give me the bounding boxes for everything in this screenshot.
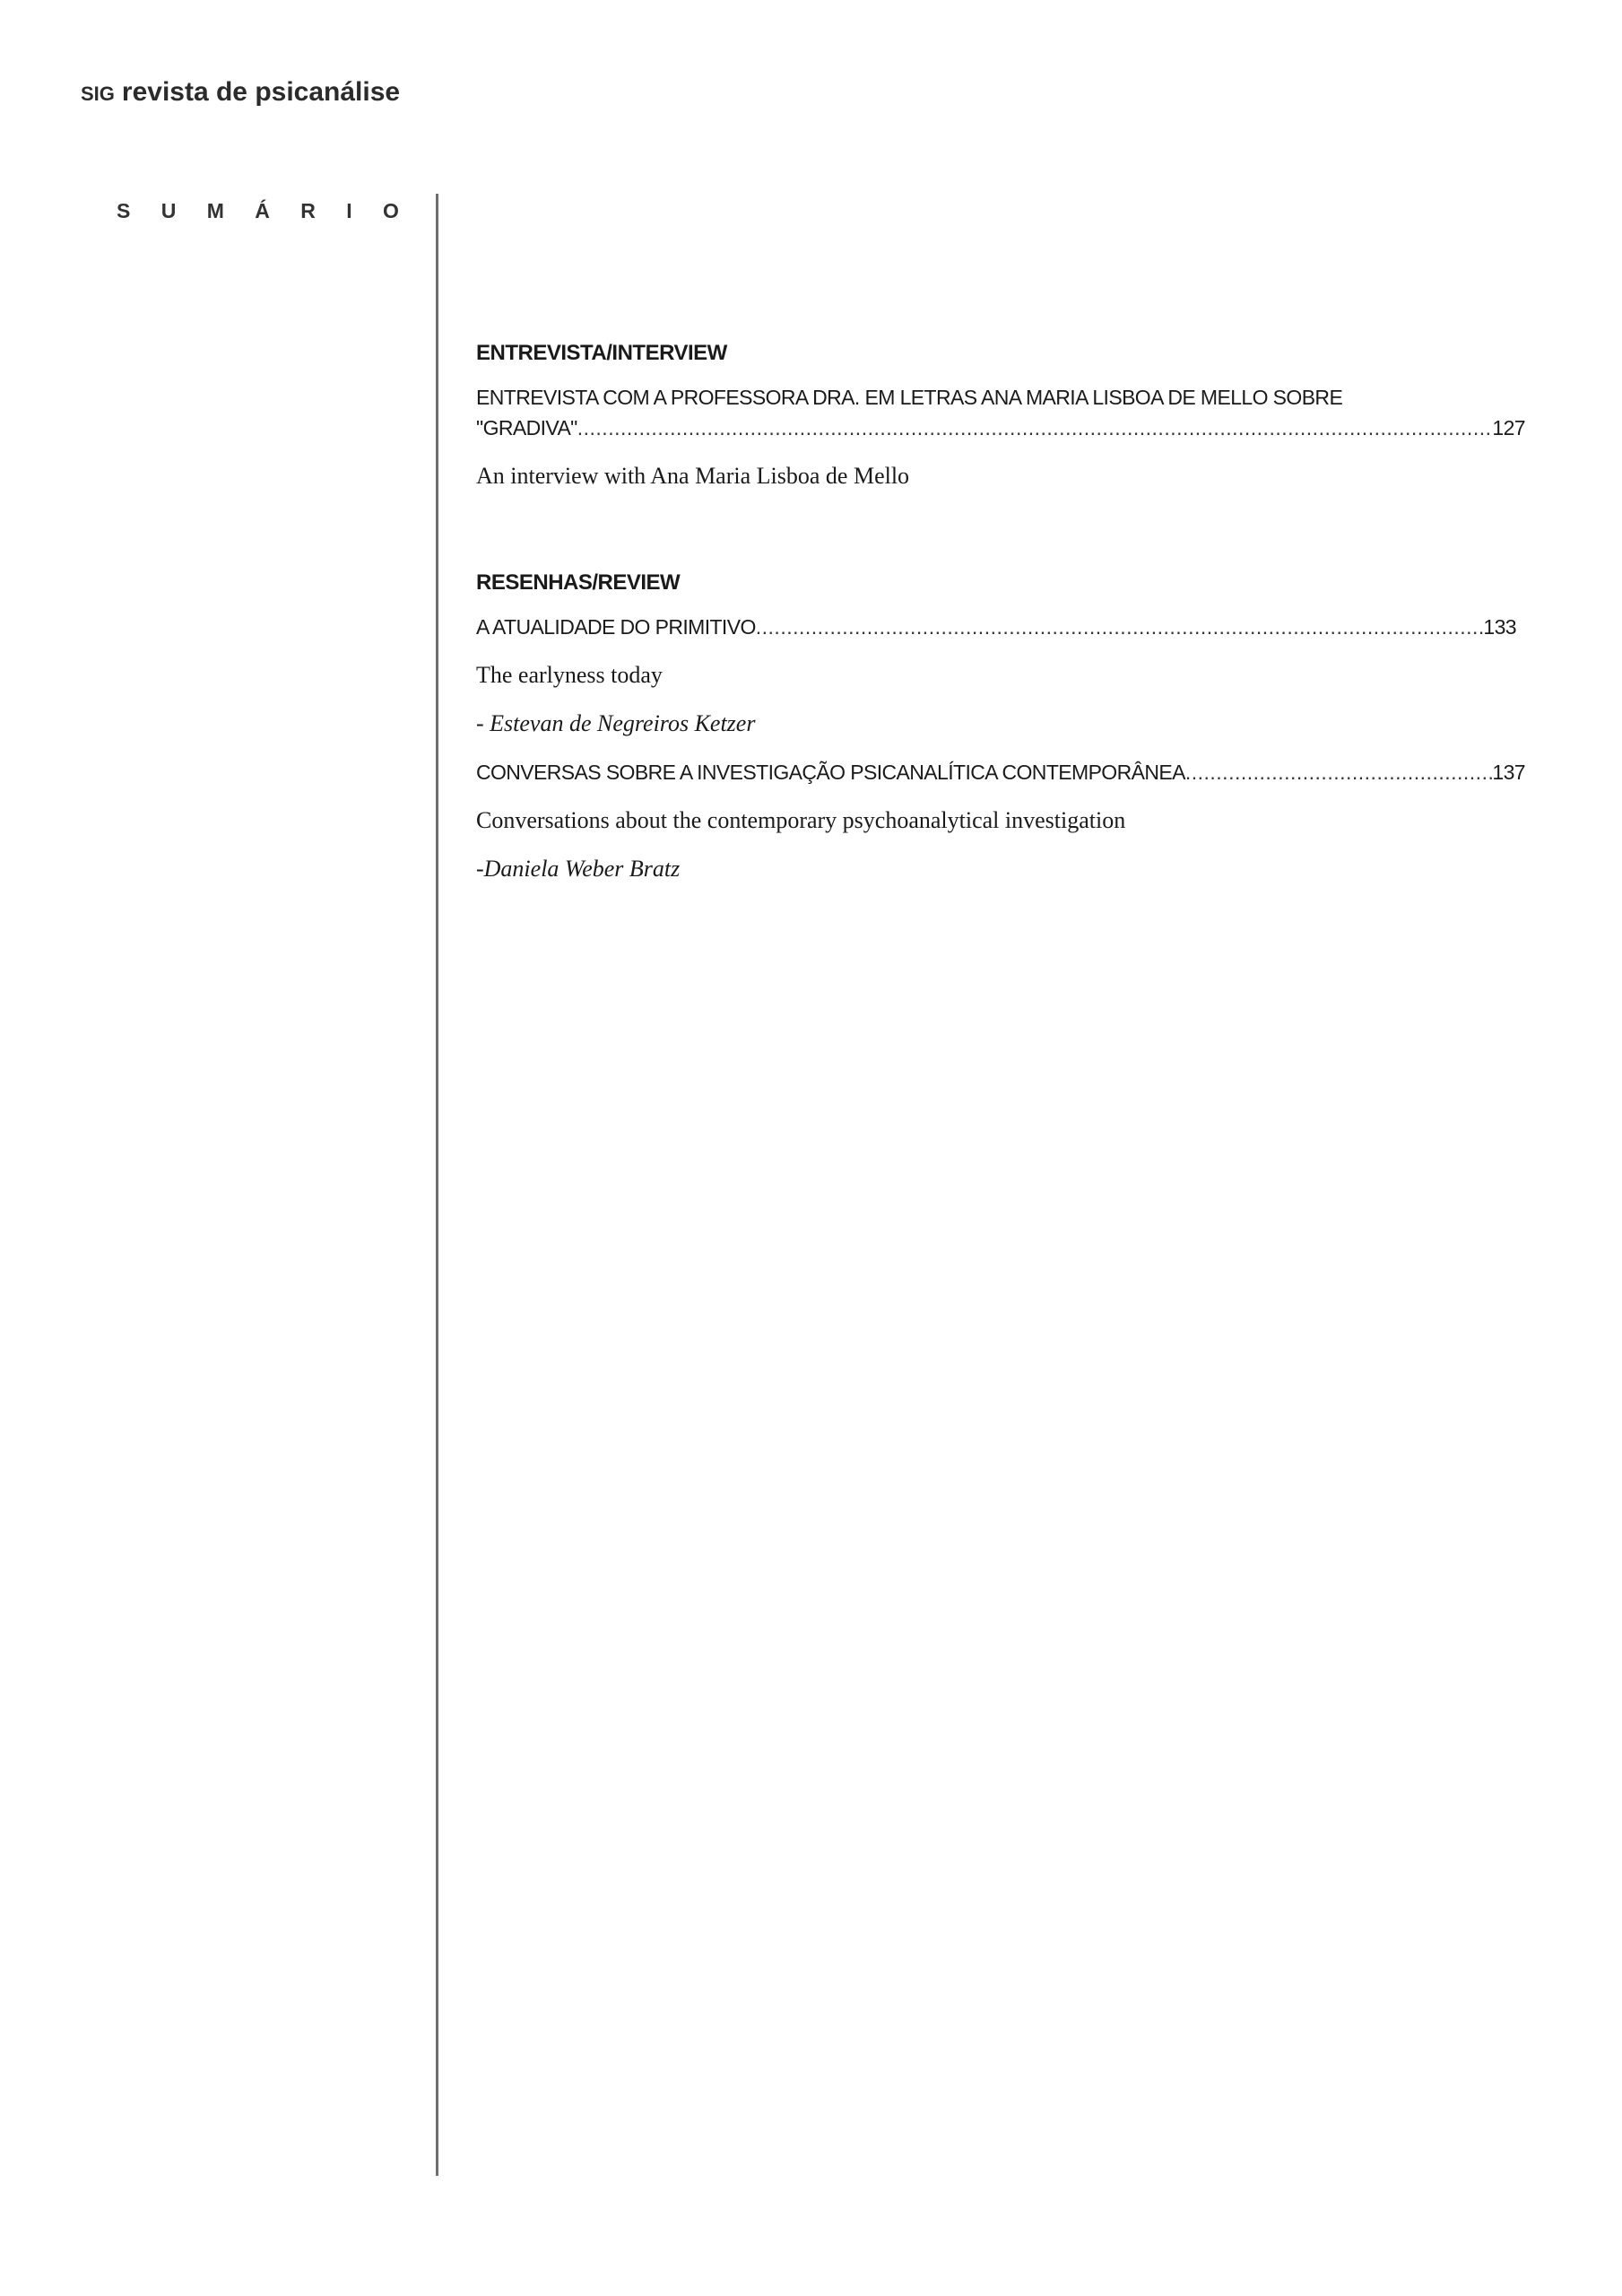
page-number: 133 — [1483, 615, 1516, 639]
journal-abbr: SIG — [81, 83, 115, 105]
entry-english-title: An interview with Ana Maria Lisboa de Mello — [476, 463, 910, 489]
journal-header — [81, 77, 400, 108]
page-number: 127 — [1492, 416, 1525, 439]
table-of-contents — [476, 341, 1525, 902]
toc-entry-interview[interactable] — [476, 382, 1525, 443]
entry-english-title: The earlyness today — [476, 662, 663, 688]
entry-english-title: Conversations about the contemporary psychoanalytical investigation — [476, 807, 1126, 833]
section-heading-reviews: RESENHAS/REVIEW — [476, 570, 681, 595]
toc-entry-review[interactable] — [476, 612, 1525, 642]
dot-leader — [756, 612, 1484, 642]
page-number: 137 — [1492, 761, 1525, 784]
entry-title: A ATUALIDADE DO PRIMITIVO — [476, 615, 756, 639]
entry-title-continuation: "GRADIVA" — [476, 416, 577, 439]
section-heading-interview: ENTREVISTA/INTERVIEW — [476, 341, 727, 365]
entry-leader-line — [476, 757, 1525, 787]
toc-entry-review[interactable] — [476, 757, 1525, 787]
entry-author: -Daniela Weber Bratz — [476, 856, 681, 882]
sumario-label: S U M Á R I O — [117, 199, 412, 222]
dot-leader — [1185, 757, 1493, 787]
entry-leader-line — [476, 413, 1525, 443]
entry-leader-line — [476, 612, 1516, 642]
dot-leader — [577, 413, 1493, 443]
entry-author: - Estevan de Negreiros Ketzer — [476, 710, 756, 736]
journal-title: revista de psicanálise — [121, 77, 401, 107]
entry-title: CONVERSAS SOBRE A INVESTIGAÇÃO PSICANALÍTICA CONTEMPORÂNEA — [476, 761, 1185, 784]
entry-title-line: ENTREVISTA COM A PROFESSORA DRA. EM LETRAS ANA MARIA LISBOA DE MELLO SOBRE — [476, 386, 1343, 409]
vertical-divider — [436, 194, 438, 2176]
